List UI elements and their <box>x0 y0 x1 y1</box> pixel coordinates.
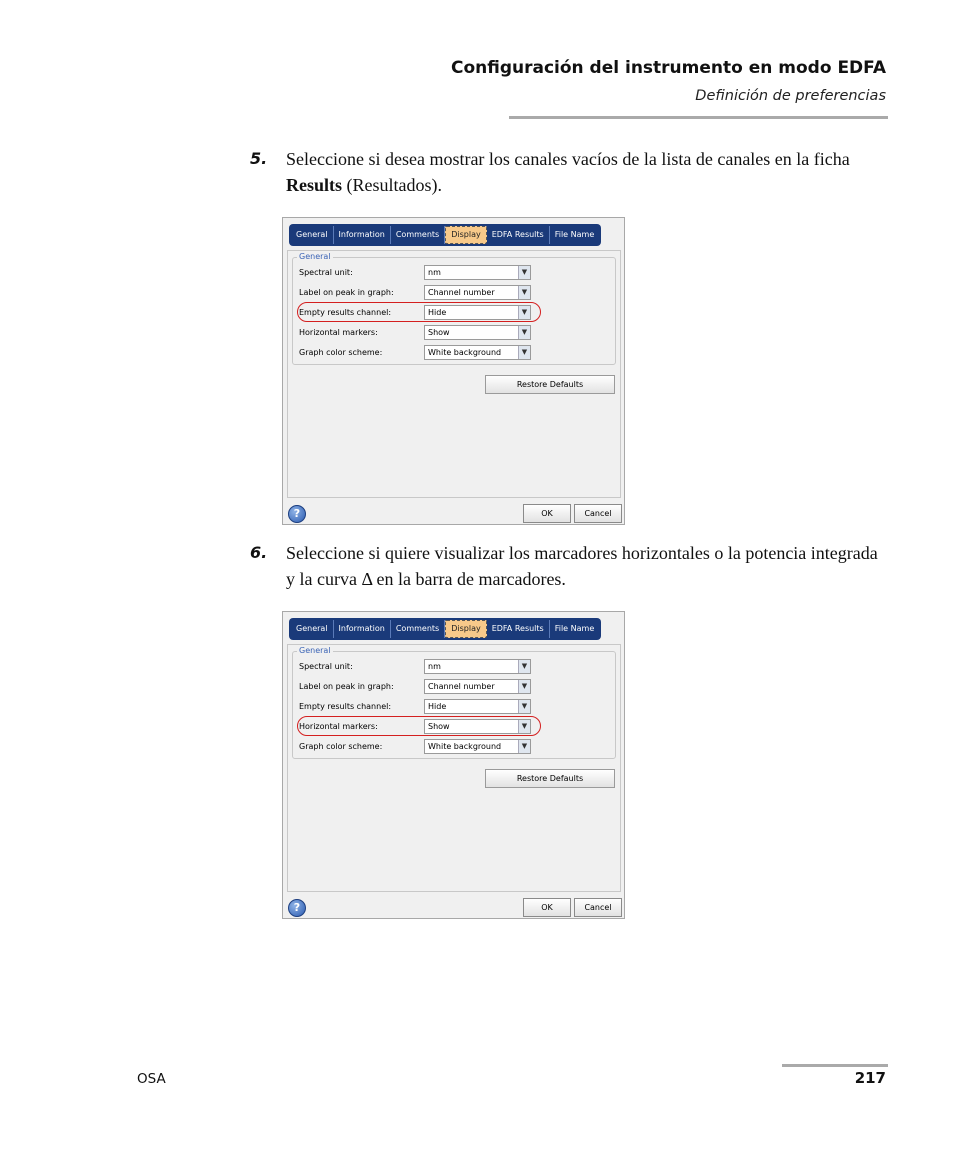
select-value: Hide <box>428 308 447 317</box>
field-label: Horizontal markers: <box>299 328 378 337</box>
field-label: Label on peak in graph: <box>299 288 394 297</box>
select-value: Show <box>428 722 450 731</box>
field-horizontal-markers <box>299 325 611 341</box>
chevron-down-icon[interactable]: ▼ <box>518 660 530 673</box>
help-icon[interactable]: ? <box>288 505 306 523</box>
header-rule <box>509 116 888 119</box>
ok-button[interactable]: OK <box>523 898 571 917</box>
preferences-dialog <box>282 611 625 919</box>
spectral-unit-select[interactable] <box>424 265 531 280</box>
tab-file-name[interactable]: File Name <box>554 230 595 239</box>
horizontal-markers-select[interactable] <box>424 719 531 734</box>
tab-bar <box>289 618 601 640</box>
field-label: Empty results channel: <box>299 702 392 711</box>
select-value: Show <box>428 328 450 337</box>
field-label: Graph color scheme: <box>299 742 383 751</box>
field-spectral-unit <box>299 659 611 675</box>
field-graph-color-scheme <box>299 345 611 361</box>
cancel-button[interactable]: Cancel <box>574 504 622 523</box>
chapter-title: Configuración del instrumento en modo EDFA <box>450 58 886 78</box>
step-6 <box>250 540 890 596</box>
field-label-on-peak-in-graph <box>299 285 611 301</box>
tab-information[interactable]: Information <box>334 620 391 638</box>
general-group <box>292 646 616 759</box>
step-number: 6. <box>250 543 268 562</box>
chevron-down-icon[interactable]: ▼ <box>518 700 530 713</box>
label-on-peak-in-graph-select[interactable] <box>424 679 531 694</box>
footer-rule <box>782 1064 888 1067</box>
tab-information[interactable]: Information <box>334 226 391 244</box>
step-text-part: Seleccione si desea mostrar los canales vacíos de la lista de canales en la ficha <box>286 149 850 169</box>
group-label: General <box>299 252 331 261</box>
tab-edfa-results[interactable]: EDFA Results <box>487 620 550 638</box>
tab-display[interactable]: Display <box>445 226 487 244</box>
tab-panel <box>287 250 621 498</box>
field-label: Graph color scheme: <box>299 348 383 357</box>
graph-color-scheme-select[interactable] <box>424 739 531 754</box>
field-graph-color-scheme <box>299 739 611 755</box>
field-label: Horizontal markers: <box>299 722 378 731</box>
chevron-down-icon[interactable]: ▼ <box>518 720 530 733</box>
step-text <box>286 146 886 198</box>
chevron-down-icon[interactable]: ▼ <box>518 306 530 319</box>
select-value: Channel number <box>428 682 495 691</box>
cancel-button[interactable]: Cancel <box>574 898 622 917</box>
select-value: White background <box>428 742 502 751</box>
ok-button[interactable]: OK <box>523 504 571 523</box>
chevron-down-icon[interactable]: ▼ <box>518 286 530 299</box>
select-value: nm <box>428 662 441 671</box>
field-label-on-peak-in-graph <box>299 679 611 695</box>
restore-defaults-button[interactable]: Restore Defaults <box>485 769 615 788</box>
tab-general[interactable]: General <box>291 226 334 244</box>
label-on-peak-in-graph-select[interactable] <box>424 285 531 300</box>
tab-display[interactable]: Display <box>445 620 487 638</box>
tab-edfa-results[interactable]: EDFA Results <box>487 226 550 244</box>
select-value: nm <box>428 268 441 277</box>
tab-comments[interactable]: Comments <box>391 226 445 244</box>
preferences-dialog <box>282 217 625 525</box>
field-empty-results-channel <box>299 699 611 715</box>
select-value: White background <box>428 348 502 357</box>
tab-file-name[interactable]: File Name <box>554 624 595 633</box>
help-icon[interactable]: ? <box>288 899 306 917</box>
chevron-down-icon[interactable]: ▼ <box>518 680 530 693</box>
spectral-unit-select[interactable] <box>424 659 531 674</box>
empty-results-channel-select[interactable] <box>424 305 531 320</box>
select-value: Hide <box>428 702 447 711</box>
group-label: General <box>299 646 331 655</box>
page-number: 217 <box>854 1069 886 1087</box>
footer-product: OSA <box>137 1071 166 1087</box>
field-label: Label on peak in graph: <box>299 682 394 691</box>
step-number: 5. <box>250 149 268 168</box>
select-value: Channel number <box>428 288 495 297</box>
field-label: Empty results channel: <box>299 308 392 317</box>
field-label: Spectral unit: <box>299 268 353 277</box>
step-5 <box>250 146 890 202</box>
step-text-bold: Results <box>286 175 343 195</box>
restore-defaults-button[interactable]: Restore Defaults <box>485 375 615 394</box>
graph-color-scheme-select[interactable] <box>424 345 531 360</box>
step-text-part: (Resultados). <box>342 175 442 195</box>
tab-bar <box>289 224 601 246</box>
tab-panel <box>287 644 621 892</box>
section-subtitle: Definición de preferencias <box>695 88 886 104</box>
tab-comments[interactable]: Comments <box>391 620 445 638</box>
horizontal-markers-select[interactable] <box>424 325 531 340</box>
step-text: Seleccione si quiere visualizar los marcadores horizontales o la potencia integrada y la curva Δ en la barra de marcadores. <box>286 543 878 589</box>
general-group <box>292 252 616 365</box>
field-empty-results-channel <box>299 305 611 321</box>
tab-general[interactable]: General <box>291 620 334 638</box>
field-horizontal-markers <box>299 719 611 735</box>
field-spectral-unit <box>299 265 611 281</box>
empty-results-channel-select[interactable] <box>424 699 531 714</box>
chevron-down-icon[interactable]: ▼ <box>518 346 530 359</box>
field-label: Spectral unit: <box>299 662 353 671</box>
chevron-down-icon[interactable]: ▼ <box>518 326 530 339</box>
chevron-down-icon[interactable]: ▼ <box>518 266 530 279</box>
chevron-down-icon[interactable]: ▼ <box>518 740 530 753</box>
